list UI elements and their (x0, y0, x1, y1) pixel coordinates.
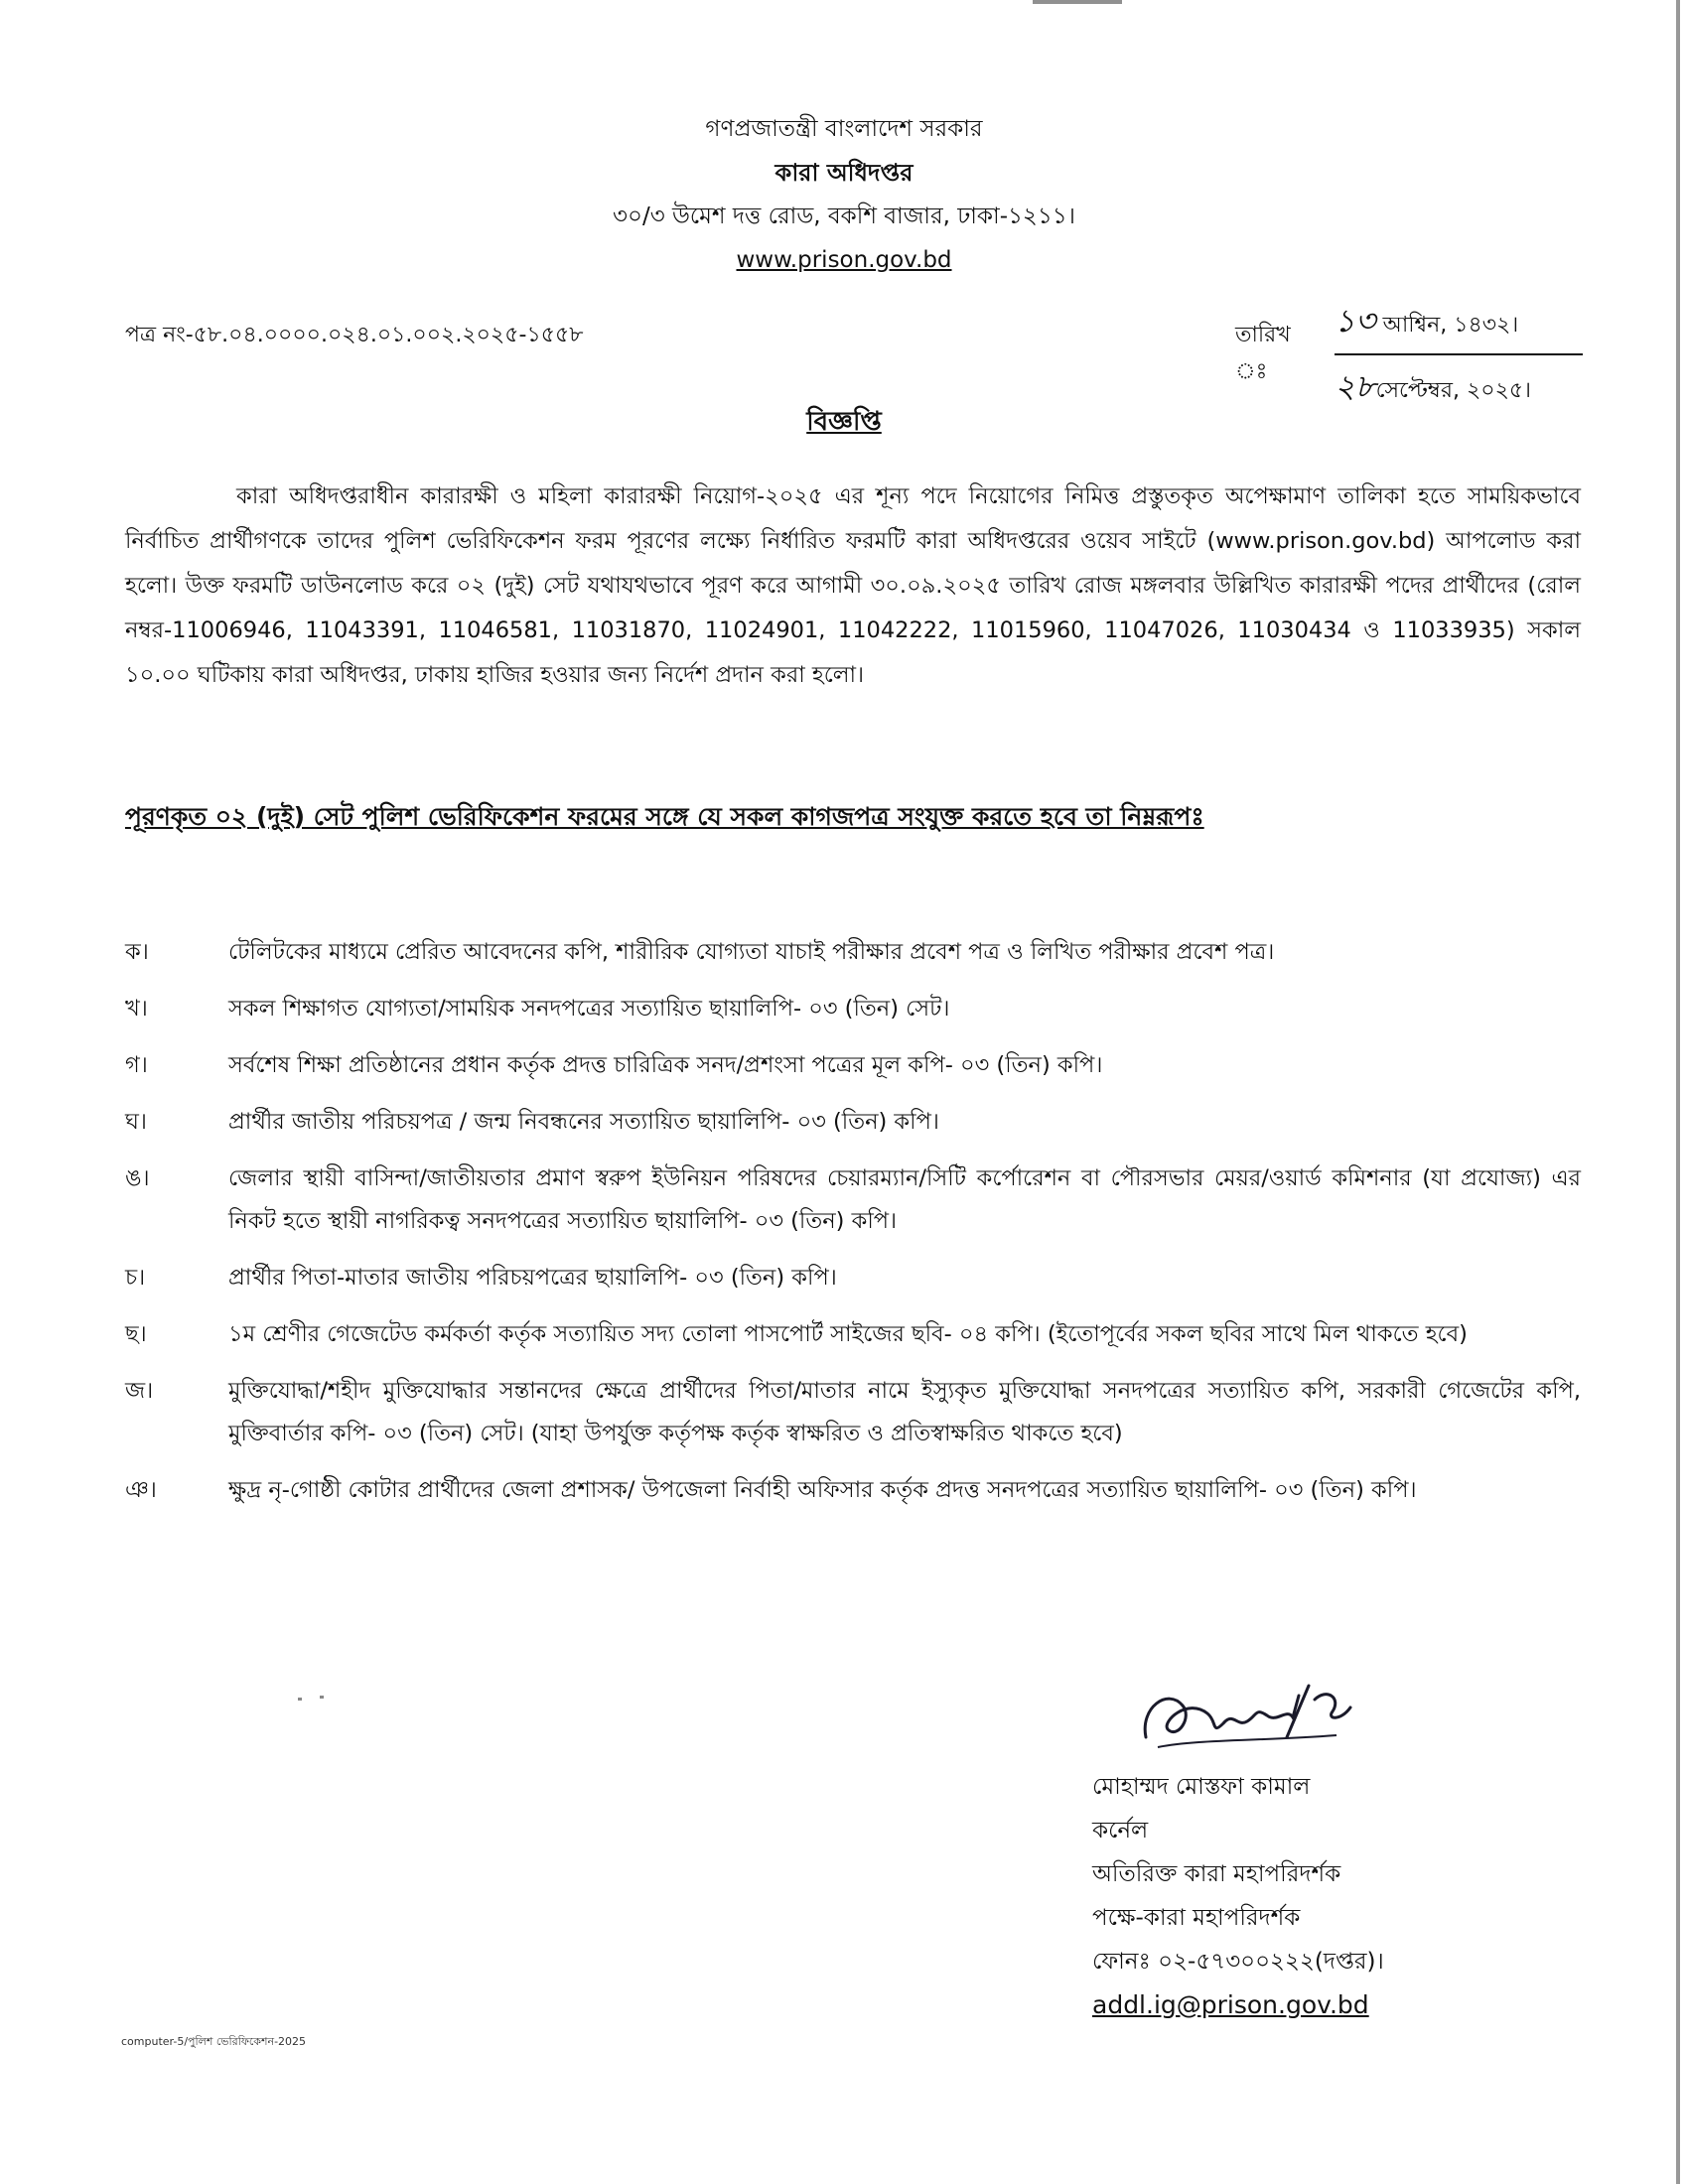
office-address: ৩০/৩ উমেশ দত্ত রোড, বকশি বাজার, ঢাকা-১২১১। (613, 204, 1075, 229)
signatory-designation: অতিরিক্ত কারা মহাপরিদর্শক (1092, 1861, 1341, 1887)
requirement-text: ক্ষুদ্র নৃ-গোষ্ঠী কোটার প্রার্থীদের জেলা প্রশাসক/ উপজেলা নির্বাহী অফিসার কর্তৃক প্রদত্ত সনদপত্রের সত্যায়িত ছায়ালিপি- ০৩ (তিন) কপি। (228, 1477, 1417, 1503)
requirement-item (125, 1257, 1581, 1299)
website-link[interactable]: www.prison.gov.bd (736, 247, 952, 273)
memo-number: পত্র নং-৫৮.০৪.০০০০.০২৪.০১.০০২.২০২৫-১৫৫৮ (125, 323, 584, 347)
signatory-name: মোহাম্মদ মোস্তফা কামাল (1092, 1774, 1311, 1800)
requirement-marker: গ। (125, 1052, 148, 1078)
requirement-item (125, 1370, 1581, 1455)
requirement-item (125, 1158, 1581, 1243)
requirement-text: টেলিটকের মাধ্যমে প্রেরিত আবেদনের কপি, শারীরিক যোগ্যতা যাচাই পরীক্ষার প্রবেশ পত্র ও লিখিত পরীক্ষার প্রবেশ পত্র। (228, 939, 1275, 965)
date-day-bangla: ১৩ (1335, 302, 1376, 340)
requirement-text: সকল শিক্ষাগত যোগ্যতা/সাময়িক সনদপত্রের সত্যায়িত ছায়ালিপি- ০৩ (তিন) সেট। (228, 996, 950, 1022)
requirement-marker: ছ। (125, 1321, 147, 1347)
requirement-item (125, 1313, 1581, 1356)
requirements-heading-text: পূরণকৃত ০২ (দুই) সেট পুলিশ ভেরিফিকেশন ফরমের সঙ্গে যে সকল কাগজপত্র সংযুক্ত করতে হবে তা নিম্নরূপঃ (125, 802, 1204, 831)
requirement-marker: ঞ। (125, 1477, 157, 1503)
signatory-email[interactable]: addl.ig@prison.gov.bd (1092, 1990, 1369, 2019)
requirement-text: প্রার্থীর জাতীয় পরিচয়পত্র / জন্ম নিবন্ধনের সত্যায়িত ছায়ালিপি- ০৩ (তিন) কপি। (228, 1109, 939, 1135)
requirement-item (125, 931, 1581, 974)
notice-title: বিজ্ঞপ্তি (806, 407, 882, 437)
requirement-text: ১ম শ্রেণীর গেজেটেড কর্মকর্তা কর্তৃক সত্যায়িত সদ্য তোলা পাসপোর্ট সাইজের ছবি- ০৪ কপি। (ইতোপূর্বের সকল ছবির সাথে মিল থাকতে হবে) (228, 1321, 1468, 1347)
letterhead (0, 107, 1688, 282)
signatory-rank: কর্নেল (1092, 1818, 1149, 1843)
requirement-marker: জ। (125, 1378, 154, 1404)
office-name: কারা অধিদপ্তর (774, 159, 914, 187)
requirements-heading (125, 792, 1581, 842)
signature-icon (1138, 1678, 1386, 1767)
signatory-on-behalf: পক্ষে-কারা মহাপরিদর্শক (1092, 1905, 1301, 1931)
signatory-details (1092, 1765, 1384, 2027)
date-label: তারিখ ঃ (1235, 323, 1291, 384)
government-name: গণপ্রজাতন্ত্রী বাংলাদেশ সরকার (705, 116, 983, 142)
requirement-marker: ঘ। (125, 1109, 147, 1135)
requirement-item (125, 1044, 1581, 1087)
scan-speck (298, 1698, 302, 1701)
requirement-item (125, 1101, 1581, 1144)
date-values (1335, 296, 1583, 415)
requirements-list (125, 931, 1581, 1526)
requirement-marker: ক। (125, 939, 149, 965)
requirement-text: মুক্তিযোদ্ধা/শহীদ মুক্তিযোদ্ধার সন্তানদের ক্ষেত্রে প্রার্থীদের পিতা/মাতার নামে ইস্যুকৃত মুক্তিযোদ্ধা সনদপত্রের সত্যায়িত কপি, সরকারী গেজেটের কপি, মুক্তিবার্তার কপি- ০৩ (তিন) সেট। (যাহা উপর্যুক্ত কর্তৃপক্ষ কর্তৃক স্বাক্ষরিত ও প্রতিস্বাক্ষরিত থাকতে হবে) (228, 1378, 1581, 1446)
requirement-item (125, 1469, 1581, 1512)
requirement-text: জেলার স্থায়ী বাসিন্দা/জাতীয়তার প্রমাণ স্বরুপ ইউনিয়ন পরিষদের চেয়ারম্যান/সিটি কর্পোরেশন বা পৌরসভার মেয়র/ওয়ার্ড কমিশনার (যা প্রযোজ্য) এর নিকট হতে স্থায়ী নাগরিকত্ব সনদপত্রের সত্যায়িত ছায়ালিপি- ০৩ (তিন) কপি। (228, 1165, 1581, 1234)
requirement-marker: চ। (125, 1265, 146, 1291)
notice-body: কারা অধিদপ্তরাধীন কারারক্ষী ও মহিলা কারারক্ষী নিয়োগ-২০২৫ এর শূন্য পদে নিয়োগের নিমিত্ত প্রস্তুতকৃত অপেক্ষামাণ তালিকা হতে সাময়িকভাবে নির্বাচিত প্রার্থীগণকে তাদের পুলিশ ভেরিফিকেশন ফরম পূরণের লক্ষ্যে নির্ধারিত ফরমটি কারা অধিদপ্তরের ওয়েব সাইটে (www.prison.gov.bd) আপলোড করা হলো। উক্ত ফরমটি ডাউনলোড করে ০২ (দুই) সেট যথাযথভাবে পূরণ করে আগামী ৩০.০৯.২০২৫ তারিখ রোজ মঙ্গলবার উল্লিখিত কারারক্ষী পদের প্রার্থীদের (রোল নম্বর-11006946, 11043391, 11046581, 11031870, 11024901, 11042222, 11015960, 11047026, 11030434 ও 11033935) সকাল ১০.০০ ঘটিকায় কারা অধিদপ্তর, ঢাকায় হাজির হওয়ার জন্য নির্দেশ প্রদান করা হলো। (125, 483, 1581, 688)
requirement-text: প্রার্থীর পিতা-মাতার জাতীয় পরিচয়পত্রের ছায়ালিপি- ০৩ (তিন) কপি। (228, 1265, 837, 1291)
requirement-item (125, 988, 1581, 1030)
footer-ref: computer-5/পুলিশ ভেরিফিকেশন-2025 (121, 2035, 307, 2048)
scan-edge (1676, 0, 1680, 2184)
date-english-rest: সেপ্টেম্বর, ২০২৫। (1375, 378, 1532, 403)
requirement-text: সর্বশেষ শিক্ষা প্রতিষ্ঠানের প্রধান কর্তৃক প্রদত্ত চারিত্রিক সনদ/প্রশংসা পত্রের মূল কপি- ০৩ (তিন) কপি। (228, 1052, 1103, 1078)
scan-mark (1033, 0, 1122, 4)
scan-speck (320, 1696, 324, 1699)
signatory-phone: ফোনঃ ০২-৫৭৩০০২২২(দপ্তর)। (1092, 1949, 1384, 1975)
requirement-marker: ঙ। (125, 1165, 150, 1191)
date-bangla-rest: আশ্বিন, ১৪৩২। (1375, 313, 1519, 338)
date-bangla (1335, 296, 1583, 355)
requirement-marker: খ। (125, 996, 148, 1022)
date-day-english: ২৮ (1335, 367, 1376, 405)
